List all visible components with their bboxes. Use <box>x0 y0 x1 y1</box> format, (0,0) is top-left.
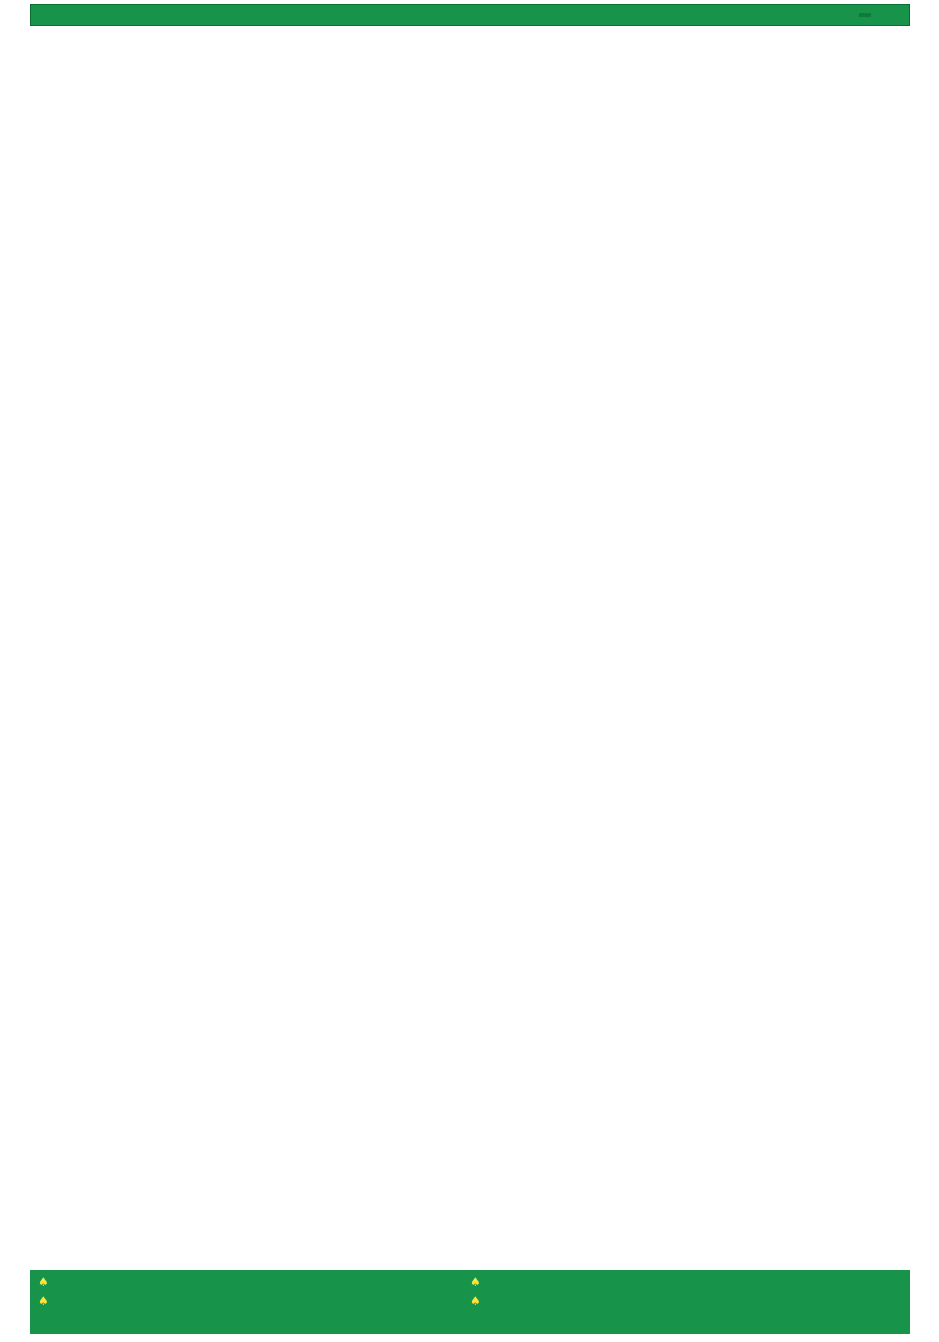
footer-note <box>470 1292 902 1311</box>
footer-note <box>38 1273 470 1292</box>
bullet-icon: ♠ <box>470 1275 481 1289</box>
bullet-icon: ♠ <box>38 1294 49 1308</box>
bullet-icon: ♠ <box>470 1294 481 1308</box>
footer-left <box>38 1273 470 1331</box>
footer-note <box>470 1273 902 1292</box>
header-bar <box>30 4 910 26</box>
bullet-icon: ♠ <box>38 1275 49 1289</box>
footer-note <box>38 1292 470 1311</box>
reserve-label <box>859 13 871 17</box>
side-note-right <box>911 30 937 46</box>
contact-info <box>859 13 909 17</box>
footer-right <box>470 1273 902 1331</box>
footer-notes <box>30 1270 910 1334</box>
